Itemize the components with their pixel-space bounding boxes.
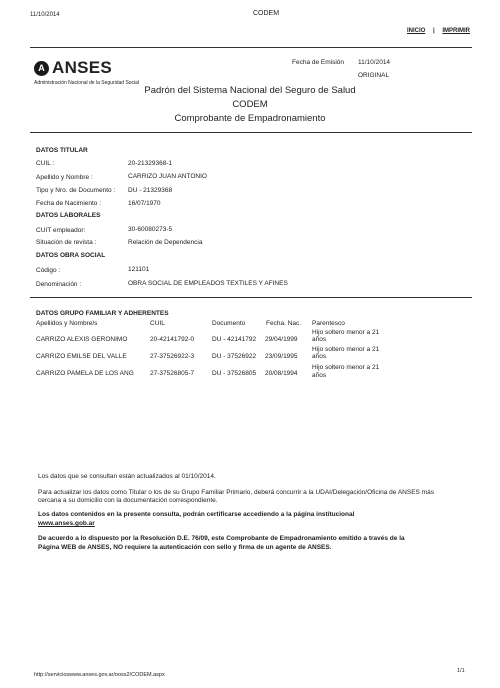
print-date: 11/10/2014 <box>30 12 60 18</box>
resolucion-note-line-1: De acuerdo a lo dispuesto por la Resolución D.E. 76/09, este Comprobante de Empadronamiento emitido a través de la <box>38 535 405 542</box>
print-title: CODEM <box>253 10 280 17</box>
page-title-line-2: CODEM <box>232 99 268 110</box>
cuit-label: CUIT empleador: <box>36 227 86 234</box>
row-nacimiento: 23/09/1995 <box>265 353 298 360</box>
row-nombre: CARRIZO ALEXIS GERONIMO <box>36 336 128 343</box>
row-cuil: 20-42141792-0 <box>150 336 195 343</box>
row-parentesco-line-2: años <box>312 372 327 379</box>
cuil-label: CUIL : <box>36 160 55 167</box>
situacion-label: Situación de revista : <box>36 239 97 246</box>
page-title-line-3: Comprobante de Empadronamiento <box>174 113 326 124</box>
certificar-note: Los datos contenidos en la presente consulta, podrán certificarse accediendo a la página institucional <box>38 511 355 518</box>
actualizar-note-line-2: cercana a su domicilio con la documentación correspondiente. <box>38 497 218 504</box>
row-documento: DU - 37526805 <box>212 370 257 377</box>
anses-web-link-text[interactable]: www.anses.gob.ar <box>38 520 95 527</box>
actualizados-note: Los datos que se consultan están actualizados al 01/10/2014. <box>38 473 216 480</box>
logo-text: ANSES <box>52 58 113 77</box>
titular-heading: DATOS TITULAR <box>36 147 88 154</box>
col-nombre: Apellidos y Nombre/s <box>36 320 98 327</box>
codigo-label: Código : <box>36 267 61 274</box>
nombre-label: Apellido y Nombre : <box>36 174 93 181</box>
nacimiento-value: 16/07/1970 <box>128 200 161 207</box>
anses-logo <box>34 58 139 86</box>
row-nacimiento: 20/08/1994 <box>265 370 298 377</box>
col-cuil: CUIL <box>150 320 165 327</box>
actualizar-note-line-1: Para actualizar los datos como Titular o los de su Grupo Familiar Primario, deberá concurrir a la UDAI/Delegación/Oficina de ANSES más <box>38 489 434 496</box>
obra-social-heading: DATOS OBRA SOCIAL <box>36 252 106 259</box>
anses-emblem-icon: A <box>34 61 49 76</box>
title-divider <box>30 132 472 133</box>
row-documento: DU - 37526922 <box>212 353 257 360</box>
documento-label: Tipo y Nro. de Documento : <box>36 187 116 194</box>
imprimir-link[interactable]: IMPRIMIR <box>442 28 470 34</box>
nombre-value: CARRIZO JUAN ANTONIO <box>128 173 207 180</box>
cuit-value: 30-60080273-5 <box>128 226 173 233</box>
original-mark: ORIGINAL <box>358 72 390 79</box>
col-documento: Documento <box>212 320 246 327</box>
emision-value: 11/10/2014 <box>358 59 391 66</box>
top-divider <box>30 47 472 48</box>
row-parentesco-line-2: años <box>312 353 327 360</box>
denominacion-label: Denominación : <box>36 281 82 288</box>
row-parentesco-line-2: años <box>312 336 327 343</box>
emision-label: Fecha de Emisión <box>292 59 345 66</box>
resolucion-note-line-2: Página WEB de ANSES, NO requiere la autenticación con sello y firma de un agente de ANSES. <box>38 544 332 551</box>
row-parentesco-line-1: Hijo soltero menor a 21 <box>312 346 380 353</box>
page-number: 1/1 <box>457 668 465 674</box>
page-title-line-1: Padrón del Sistema Nacional del Seguro de Salud <box>144 85 356 96</box>
row-nombre: CARRIZO EMILSE DEL VALLE <box>36 353 127 360</box>
row-cuil: 27-37526805-7 <box>150 370 195 377</box>
row-documento: DU - 42141792 <box>212 336 257 343</box>
nacimiento-label: Fecha de Nacimiento : <box>36 200 102 207</box>
row-cuil: 27-37526922-3 <box>150 353 195 360</box>
row-parentesco-line-1: Hijo soltero menor a 21 <box>312 329 380 336</box>
footer-url: http://servicioswww.anses.gov.ar/ooss2/CODEM.aspx <box>34 672 165 678</box>
col-nacimiento: Fecha. Nac. <box>266 320 302 327</box>
laborales-heading: DATOS LABORALES <box>36 212 101 219</box>
codigo-value: 121101 <box>128 266 150 273</box>
documento-value: DU - 21329368 <box>128 187 173 194</box>
col-parentesco: Parentesco <box>312 320 345 327</box>
row-nacimiento: 29/04/1999 <box>265 336 298 343</box>
logo-subtitle: Administración Nacional de la Seguridad Social <box>34 80 140 86</box>
denominacion-value: OBRA SOCIAL DE EMPLEADOS TEXTILES Y AFINES <box>128 280 288 287</box>
obra-social-divider <box>30 297 472 298</box>
cuil-value: 20-21329368-1 <box>128 160 173 167</box>
inicio-link[interactable]: INICIO <box>406 28 426 34</box>
situacion-value: Relación de Dependencia <box>128 239 203 246</box>
anses-web-link[interactable] <box>38 519 472 528</box>
top-nav <box>407 28 470 34</box>
familia-heading: DATOS GRUPO FAMILIAR Y ADHERENTES <box>36 310 169 317</box>
row-nombre: CARRIZO PAMELA DE LOS ANG <box>36 370 134 377</box>
row-parentesco-line-1: Hijo soltero menor a 21 <box>312 364 380 371</box>
nav-separator: | <box>432 28 435 34</box>
